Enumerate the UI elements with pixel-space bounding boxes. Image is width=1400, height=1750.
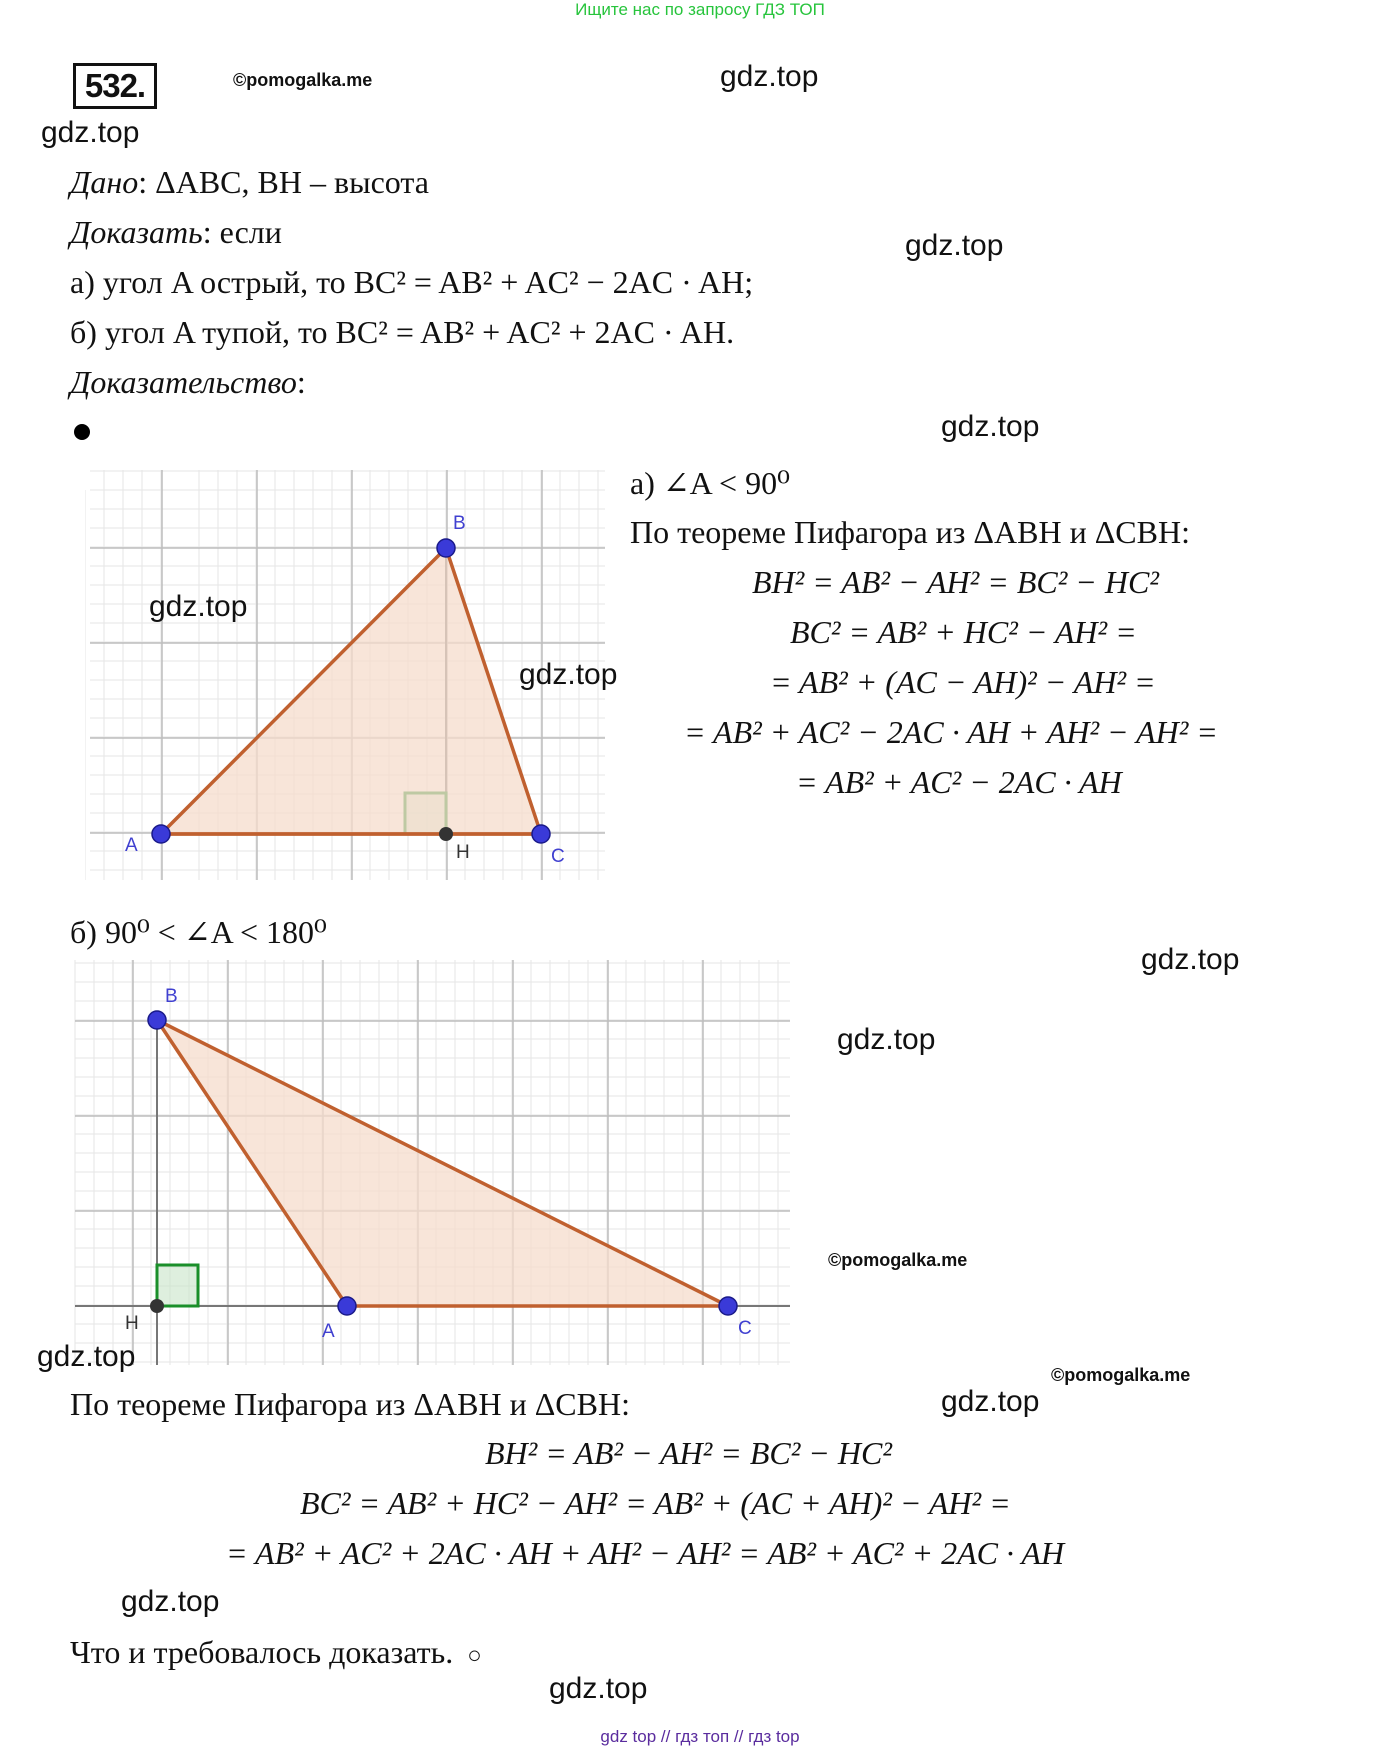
part-a-title: а) ∠A < 90⁰ — [630, 465, 790, 501]
label-b: B — [453, 513, 466, 534]
prove-text: : если — [202, 214, 282, 250]
point-c — [719, 1297, 737, 1315]
watermark: gdz.top — [941, 410, 1040, 443]
watermark: gdz.top — [519, 658, 618, 691]
part-b-equation: BH² = AB² − AH² = BC² − HC² — [485, 1435, 892, 1471]
given-label: Дано — [70, 164, 139, 200]
label-c: C — [551, 846, 565, 867]
label-a: A — [322, 1321, 335, 1342]
right-angle-marker — [157, 1265, 198, 1306]
case-b-statement: б) угол A тупой, то BC² = AB² + AC² + 2AC · AH. — [70, 314, 735, 350]
label-h: H — [125, 1313, 139, 1334]
problem-number: 532. — [73, 63, 157, 109]
watermark: gdz.top — [149, 590, 248, 623]
label-h: H — [456, 842, 470, 863]
point-b — [437, 539, 455, 557]
part-b-pythagoras: По теореме Пифагора из ΔABH и ΔCBH: — [70, 1386, 630, 1422]
label-a: A — [125, 835, 138, 856]
point-h — [439, 827, 453, 841]
diagram-obtuse-triangle — [70, 960, 795, 1370]
footer-links[interactable]: gdz top // гдз топ // гдз top — [600, 1727, 800, 1746]
label-c: C — [738, 1318, 752, 1339]
part-a-equation: = AB² + AC² − 2AC · AH — [796, 764, 1122, 800]
part-a-pythagoras: По теореме Пифагора из ΔABH и ΔCBH: — [630, 514, 1190, 550]
prove-label: Доказать — [70, 214, 203, 250]
copyright-label: ©pomogalka.me — [1051, 1365, 1191, 1385]
watermark: gdz.top — [41, 116, 140, 149]
given-line — [70, 164, 429, 201]
part-a-equation: BH² = AB² − AH² = BC² − HC² — [752, 564, 1159, 600]
part-a-equation: = AB² + AC² − 2AC · AH + AH² − AH² = — [684, 714, 1218, 750]
watermark: gdz.top — [837, 1023, 936, 1056]
part-b-equation: = AB² + AC² + 2AC · AH + AH² − AH² = AB² + AC² + 2AC · AH — [226, 1535, 1065, 1571]
conclusion-text: Что и требовалось доказать. — [70, 1634, 454, 1670]
part-b-title: б) 90⁰ < ∠A < 180⁰ — [70, 914, 327, 950]
case-a-statement: а) угол A острый, то BC² = AB² + AC² − 2AC · AH; — [70, 264, 754, 300]
part-b-equation: BC² = AB² + HC² − AH² = AB² + (AC + AH)² − AH² = — [300, 1485, 1011, 1521]
watermark: gdz.top — [1141, 943, 1240, 976]
bullet-point — [74, 424, 90, 440]
point-b — [148, 1011, 166, 1029]
label-b: B — [165, 986, 178, 1007]
point-h — [150, 1299, 164, 1313]
part-a-equation: = AB² + (AC − AH)² − AH² = — [770, 664, 1156, 700]
part-a-equation: BC² = AB² + HC² − AH² = — [790, 614, 1137, 650]
proof-label: Доказательство — [70, 364, 297, 400]
watermark: gdz.top — [121, 1585, 220, 1618]
copyright-label: ©pomogalka.me — [233, 70, 373, 90]
end-mark: ○ — [467, 1643, 482, 1669]
prove-line — [70, 214, 282, 251]
watermark: gdz.top — [905, 229, 1004, 262]
copyright-label: ©pomogalka.me — [828, 1250, 968, 1270]
proof-line — [70, 364, 306, 401]
given-text: : ΔABC, BH – высота — [138, 164, 429, 200]
watermark: gdz.top — [720, 60, 819, 93]
top-banner[interactable]: Ищите нас по запросу ГДЗ ТОП — [575, 0, 825, 19]
point-c — [532, 825, 550, 843]
watermark: gdz.top — [549, 1672, 648, 1705]
point-a — [338, 1297, 356, 1315]
watermark: gdz.top — [37, 1340, 136, 1373]
conclusion-line — [70, 1634, 482, 1671]
point-a — [152, 825, 170, 843]
proof-colon: : — [296, 364, 306, 400]
watermark: gdz.top — [941, 1385, 1040, 1418]
triangle-abc — [157, 1020, 728, 1306]
